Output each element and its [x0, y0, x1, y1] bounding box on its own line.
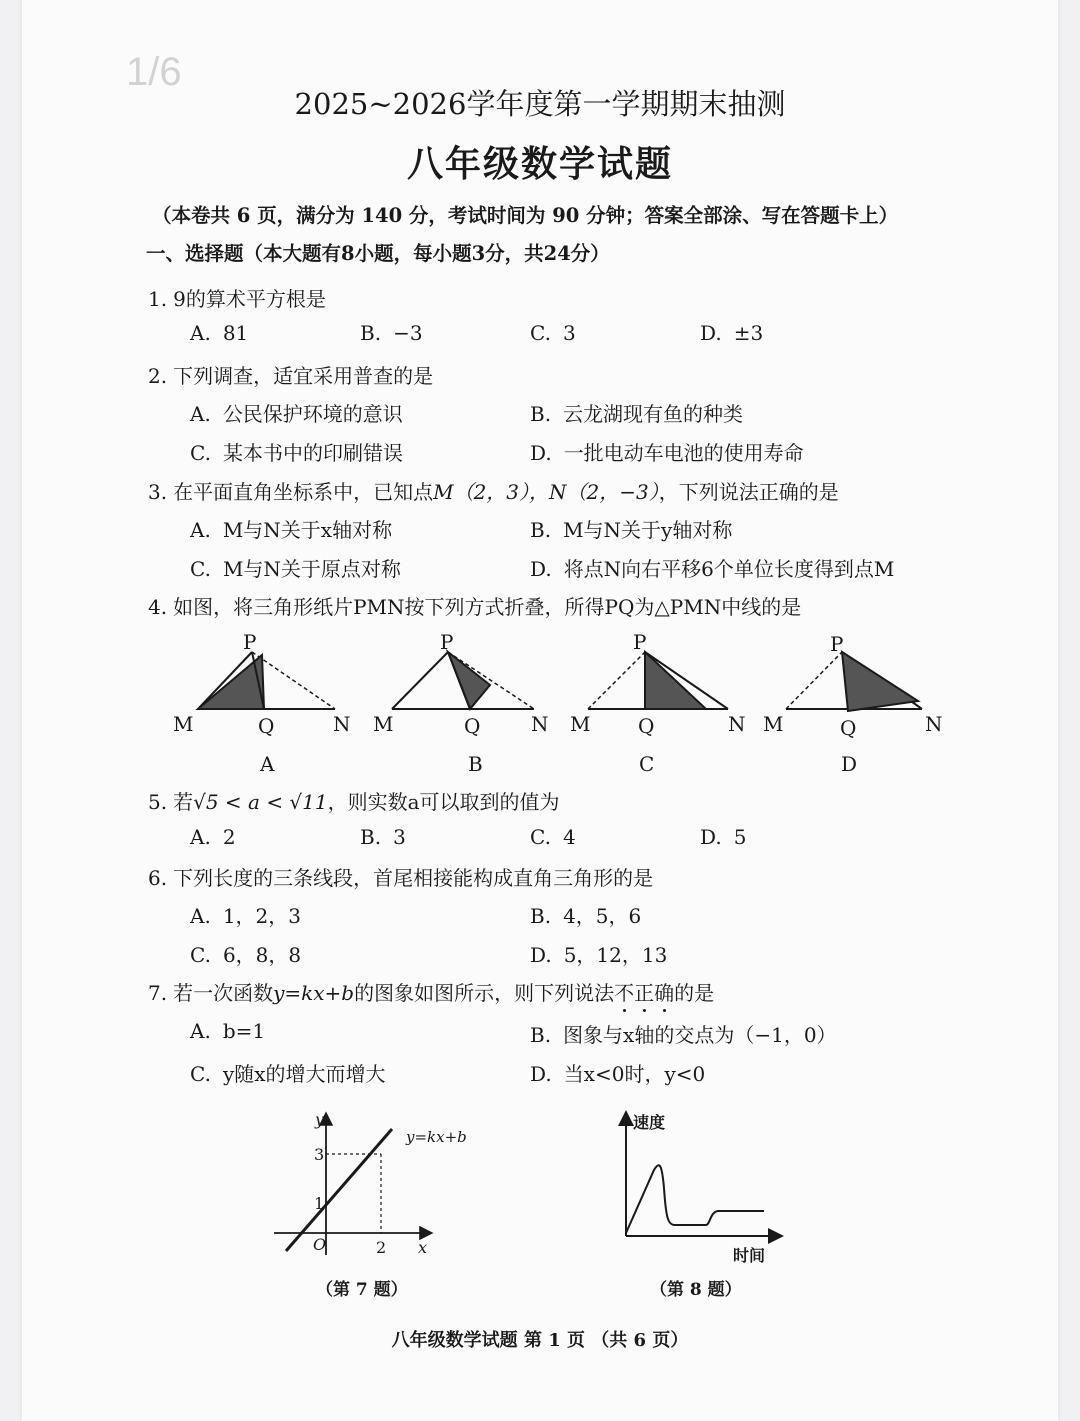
- q7-option-b[interactable]: B. 图象与x轴的交点为（−1，0）: [530, 1023, 837, 1047]
- q6-option-b[interactable]: B. 4，5，6: [530, 904, 642, 928]
- fold-figure-c: [588, 652, 728, 709]
- label-b-q: Q: [464, 714, 481, 738]
- page-indicator: 1/6: [126, 50, 182, 94]
- q3-option-a[interactable]: A. M与N关于x轴对称: [190, 518, 393, 542]
- q8-x-axis-label: 时间: [733, 1246, 766, 1265]
- fold-figure-a: [198, 652, 335, 709]
- q7-line-label: y=kx+b: [406, 1128, 467, 1146]
- q7-option-c[interactable]: C. y随x的增大而增大: [190, 1062, 386, 1086]
- exam-subtitle: 八年级数学试题: [406, 143, 673, 185]
- question-3: 3. 在平面直角坐标系中，已知点M（2，3），N（2，−3），下列说法正确的是: [148, 480, 839, 504]
- q7-y-axis-label: y: [315, 1110, 325, 1129]
- q5-option-a[interactable]: A. 2: [190, 825, 236, 849]
- page-footer: 八年级数学试题 第 1 页 （共 6 页）: [391, 1330, 689, 1351]
- label-a-q: Q: [258, 714, 275, 738]
- label-c-q: Q: [638, 714, 655, 738]
- q2-option-c[interactable]: C. 某本书中的印刷错误: [190, 441, 403, 465]
- label-d-p: P: [830, 632, 844, 656]
- q1-option-d[interactable]: D. ±3: [700, 321, 764, 345]
- fold-option-b[interactable]: B: [468, 752, 483, 776]
- q7-caption: （第 7 题）: [316, 1280, 408, 1300]
- label-b-m: M: [373, 712, 394, 736]
- section-title: 一、选择题（本大题有8小题，每小题3分，共24分）: [146, 242, 610, 265]
- label-d-m: M: [763, 712, 784, 736]
- label-a-p: P: [243, 630, 257, 654]
- q7-y-tick-1: 1: [314, 1194, 325, 1213]
- q1-option-b[interactable]: B. −3: [360, 321, 423, 345]
- q2-option-a[interactable]: A. 公民保护环境的意识: [190, 402, 403, 426]
- q1-option-a[interactable]: A. 81: [190, 321, 249, 345]
- label-c-m: M: [570, 712, 591, 736]
- question-2: 2. 下列调查，适宜采用普查的是: [148, 364, 434, 388]
- fold-figure-d: [786, 652, 922, 711]
- question-5: 5. 若√5 < a < √11，则实数a可以取到的值为: [148, 790, 560, 814]
- label-a-n: N: [333, 712, 351, 736]
- fold-option-d[interactable]: D: [841, 752, 858, 776]
- q5-option-b[interactable]: B. 3: [360, 825, 406, 849]
- label-c-p: P: [633, 630, 647, 654]
- q7-origin-label: O: [313, 1235, 327, 1254]
- question-7: 7. 若一次函数y=kx+b的图象如图所示，则下列说法不正确的是: [148, 981, 715, 1005]
- q5-option-d[interactable]: D. 5: [700, 825, 747, 849]
- q4-fold-figures: [0, 625, 1080, 785]
- question-4: 4. 如图，将三角形纸片PMN按下列方式折叠，所得PQ为△PMN中线的是: [148, 595, 802, 619]
- emphasis-not-correct: 不正确: [614, 981, 675, 1005]
- q3-option-b[interactable]: B. M与N关于y轴对称: [530, 518, 733, 542]
- q5-option-c[interactable]: C. 4: [530, 825, 576, 849]
- q2-option-b[interactable]: B. 云龙湖现有鱼的种类: [530, 402, 744, 426]
- q7-x-tick-2: 2: [376, 1238, 387, 1257]
- fold-option-c[interactable]: C: [639, 752, 655, 776]
- q7-y-tick-3: 3: [314, 1145, 325, 1164]
- q3-option-d[interactable]: D. 将点N向右平移6个单位长度得到点M: [530, 557, 895, 581]
- exam-info: （本卷共 6 页，满分为 140 分，考试时间为 90 分钟；答案全部涂、写在答题卡上）: [152, 204, 899, 227]
- question-1: 1. 9的算术平方根是: [148, 287, 326, 311]
- q3-option-c[interactable]: C. M与N关于原点对称: [190, 557, 401, 581]
- label-a-m: M: [173, 712, 194, 736]
- label-d-q: Q: [840, 716, 857, 740]
- q6-option-d[interactable]: D. 5，12，13: [530, 943, 668, 967]
- q6-option-c[interactable]: C. 6，8，8: [190, 943, 302, 967]
- q2-option-d[interactable]: D. 一批电动车电池的使用寿命: [530, 441, 804, 465]
- exam-title: 2025~2026学年度第一学期期末抽测: [294, 87, 786, 121]
- fold-option-a[interactable]: A: [260, 752, 275, 776]
- q6-option-a[interactable]: A. 1，2，3: [190, 904, 301, 928]
- question-6: 6. 下列长度的三条线段，首尾相接能构成直角三角形的是: [148, 866, 654, 890]
- q7-option-d[interactable]: D. 当x<0时，y<0: [530, 1062, 706, 1086]
- fold-figure-b: [392, 652, 534, 709]
- q8-y-axis-label: 速度: [633, 1113, 666, 1132]
- label-c-n: N: [728, 712, 746, 736]
- q1-option-c[interactable]: C. 3: [530, 321, 576, 345]
- q8-caption: （第 8 题）: [650, 1280, 742, 1300]
- label-b-p: P: [440, 630, 454, 654]
- q7-option-a[interactable]: A. b=1: [190, 1019, 266, 1043]
- label-d-n: N: [925, 712, 943, 736]
- label-b-n: N: [531, 712, 549, 736]
- q7-x-axis-label: x: [418, 1238, 428, 1257]
